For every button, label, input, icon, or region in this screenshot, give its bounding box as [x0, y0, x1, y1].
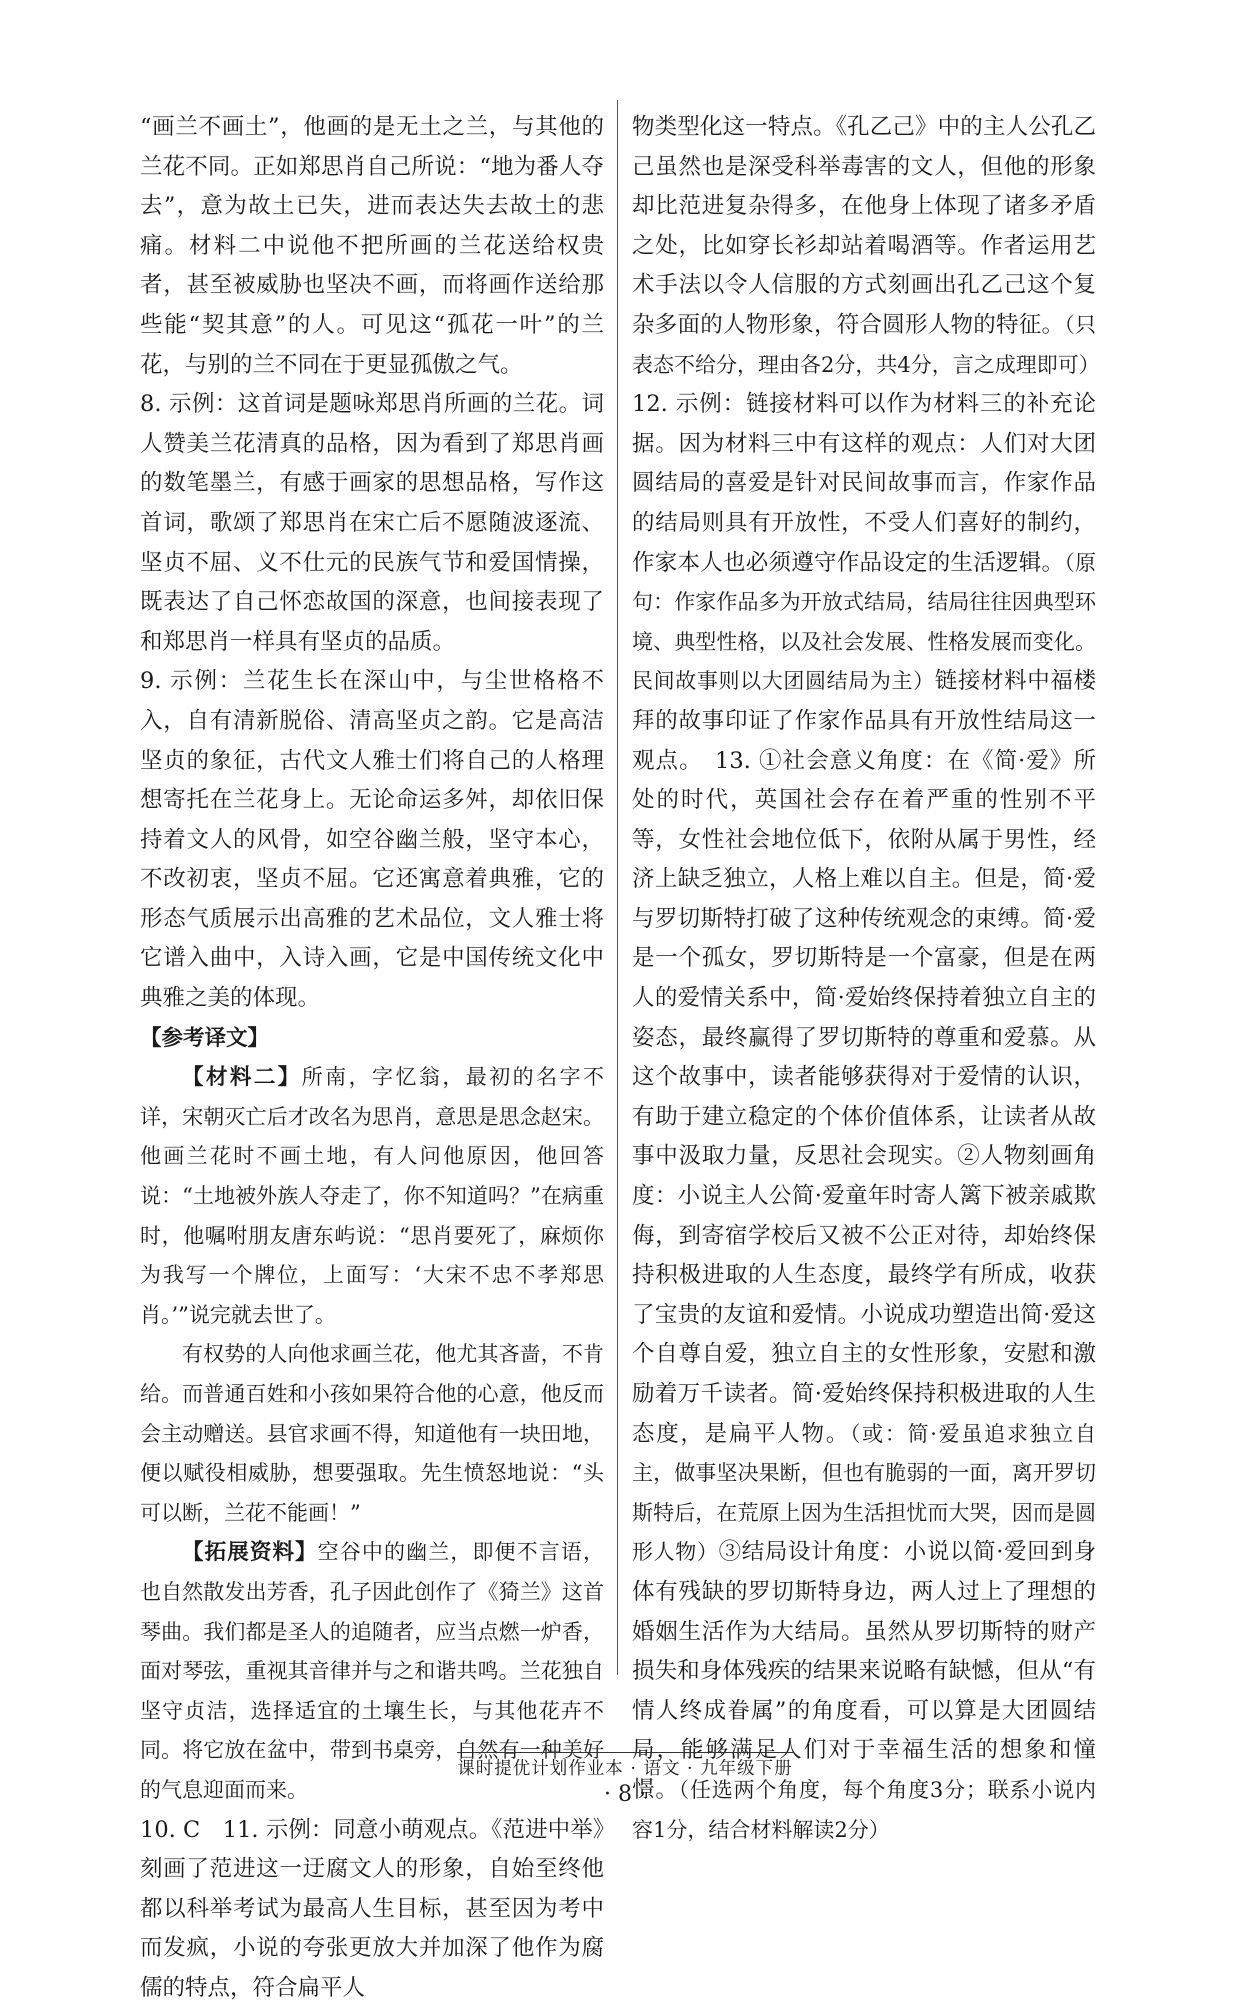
answer-q12: 12. 示例：链接材料可以作为材料三的补充论据。因为材料三中有这样的观点：人们对大团圆结局的喜爱是针对民间故事而言，作家作品的结局则具有开放性，不受人们喜好的制约，作家本人也必须遵守作品设定的生活逻辑。	[632, 351, 1112, 576]
column-divider	[617, 100, 618, 1675]
answer-q12-tail: 链接材料中福楼拜的故事印证了作家作品具有开放性结局这一观点。	[632, 668, 1096, 774]
extended-material-label: 【拓展资料】	[182, 1540, 318, 1566]
answer-q13-tail: ③结局设计角度：小说以简·爱回到身体有残缺的罗切斯特身边，两人过上了理想的婚姻生活作为大结局。虽然从罗切斯特的财产损失和身体残疾的结果来说略有缺憾，但从“有情人终成眷属”的角度看，可以算是大团圆结局，能够满足人们对于幸福生活的想象和憧憬。	[632, 1539, 1097, 1803]
scoring-note-q11: （只表态不给分，理由各2分，共4分，言之成理即可）	[632, 312, 1096, 377]
answer-q11-continued	[632, 108, 1112, 1850]
footer	[0, 1752, 1250, 1780]
right-column	[632, 108, 1112, 1850]
answer-q10-q11: 10. C 11. 示例：同意小萌观点。《范进中举》刻画了范进这一迂腐文人的形象，自始至终他都以科举考试为最高人生目标，甚至因为考中而发疯，小说的夸张更放大并加深了他作为腐儒的特点，符合扁平人	[140, 1816, 604, 2001]
book-title: 课时提优计划作业本 · 语文 · 九年级下册	[457, 1752, 792, 1780]
answer-q11-text: 物类型化这一特点。《孔乙己》中的主人公孔乙己虽然也是深受科举毒害的文人，但他的形象却比范进复杂得多，在他身上体现了诸多矛盾之处，比如穿长衫却站着喝酒等。作者运用艺术手法以令人信服的方式刻画出孔乙己这个复杂多面的人物形象，符合圆形人物的特征。	[632, 114, 1096, 338]
scoring-note-q12: （原句：作家作品多为开放式结局，结局往往因典型环境、典型性格，以及社会发展、性格发展而变化。民间故事则以大团圆结局为主）	[632, 550, 1096, 694]
material-two-translation	[140, 1058, 604, 1335]
material-two-translation-2: 有权势的人向他求画兰花，他尤其吝啬，不肯给。而普通百姓和小孩如果符合他的心意，他反而会主动赠送。县官求画不得，知道他有一块田地，便以赋役相威胁，想要强取。先生愤怒地说：“头可以断，兰花不能画！”	[140, 1342, 604, 1525]
alternative-note-q13: （或：简·爱虽追求独立自主，做事坚决果断，但也有脆弱的一面，离开罗切斯特后，在荒原上因为生活担忧而大哭，因而是圆形人物）	[632, 1421, 1096, 1565]
material-two-text: 所南，字忆翁，最初的名字不详，宋朝灭亡后才改名为思肖，意思是思念赵宋。他画兰花时不画土地，有人问他原因，他回答说：“土地被外族人夺走了，你不知道吗？”在病重时，他嘱咐朋友唐东屿说：“思肖要死了，麻烦你为我写一个牌位，上面写：‘大宋不忠不孝郑思肖。’”说完就去世了。	[140, 1065, 604, 1327]
reference-translation-heading: 【参考译文】	[140, 1025, 270, 1051]
left-column	[140, 108, 604, 2009]
material-two-label: 【材料二】	[182, 1065, 302, 1091]
answer-q13: 13. ①社会意义角度：在《简·爱》所处的时代，英国社会存在着严重的性别不平等，女性社会地位低下，依附从属于男性，经济上缺乏独立，人格上难以自主。但是，简·爱与罗切斯特打破了这种传统观念的束缚。简·爱是一个孤女，罗切斯特是一个富豪，但是在两人的爱情关系中，简·爱始终保持着独立自主的姿态，最终赢得了罗切斯特的尊重和爱慕。从这个故事中，读者能够获得对于爱情的认识，有助于建立稳定的个体价值体系，让读者从故事中汲取力量，反思社会现实。②人物刻画角度：小说主人公简·爱童年时寄人篱下被亲戚欺侮，到寄宿学校后又被不公正对待，却始终保持积极进取的人生态度，最终学有所成，收获了宝贵的友谊和爱情。小说成功塑造出简·爱这个自尊自爱，独立自主的女性形象，安慰和激励着万千读者。简·爱始终保持积极进取的人生态度，是扁平人物。	[632, 747, 1096, 1447]
page-number: · 8 ·	[604, 1782, 646, 1807]
extended-material-text: 空谷中的幽兰，即便不言语，也自然散发出芳香，孔子因此创作了《猗兰》这首琴曲。我们都是圣人的追随者，应当点燃一炉香，面对琴弦，重视其音律并与之和谐共鸣。兰花独自坚守贞洁，选择适宜的土壤生长，与其他花卉不同。将它放在盆中，带到书桌旁，自然有一种美好的气息迎面而来。	[140, 1540, 604, 1802]
answer-q8: 8. 示例：这首词是题咏郑思肖所画的兰花。词人赞美兰花清真的品格，因为看到了郑思肖画的数笔墨兰，有感于画家的思想品格，写作这首词，歌颂了郑思肖在宋亡后不愿随波逐流、坚贞不屈、义不仕元的民族气节和爱国情操，既表达了自己怀恋故国的深意，也间接表现了和郑思肖一样具有坚贞的品质。	[140, 391, 604, 655]
scoring-note-q13: （任选两个角度，每个角度3分；联系小说内容1分，结合材料解读2分）	[632, 1777, 1096, 1842]
answer-paragraph: “画兰不画土”，他画的是无土之兰，与其他的兰花不同。正如郑思肖自己所说：“地为番人夺去”，意为故土已失，进而表达失去故土的悲痛。材料二中说他不把所画的兰花送给权贵者，甚至被威胁也坚决不画，而将画作送给那些能“契其意”的人。可见这“孤花一叶”的兰花，与别的兰不同在于更显孤傲之气。	[140, 114, 604, 378]
answer-q9: 9. 示例：兰花生长在深山中，与尘世格格不入，自有清新脱俗、清高坚贞之韵。它是高洁坚贞的象征，古代文人雅士们将自己的人格理想寄托在兰花身上。无论命运多舛，却依旧保持着文人的风骨，如空谷幽兰般，坚守本心，不改初衷，坚贞不屈。它还寓意着典雅，它的形态气质展示出高雅的艺术品位，文人雅士将它谱入曲中，入诗入画，它是中国传统文化中典雅之美的体现。	[140, 668, 604, 1012]
